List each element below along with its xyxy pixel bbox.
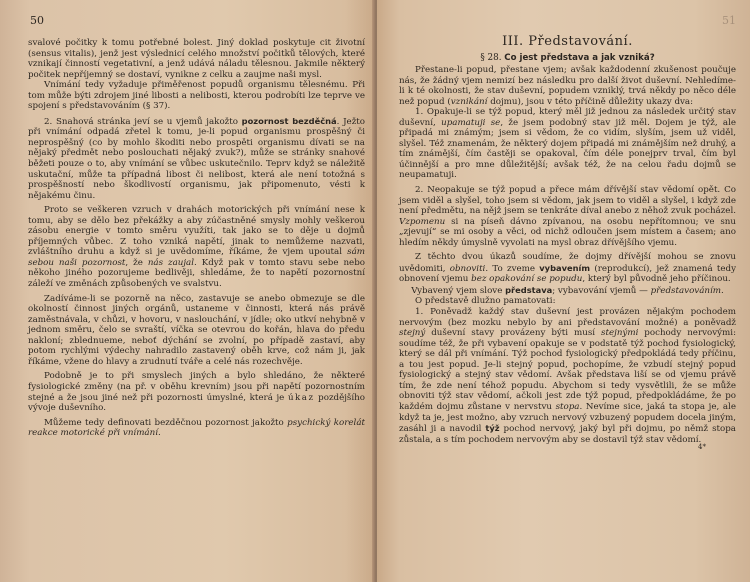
term-bold: týž bbox=[485, 423, 500, 434]
term-italic: obnoviti bbox=[449, 263, 486, 274]
term-italic: stejnými bbox=[601, 328, 639, 339]
paragraph: Vnímání tedy vyžaduje přiměřenost popudů organismu tělesnému. Při tom může býti zdrojem jiné libosti a nelibosti, kterou podrobíti lze teprve ve spojení s představováním (§ 37). bbox=[28, 80, 365, 112]
term-italic: stejný bbox=[399, 328, 426, 339]
term-italic: stopa bbox=[555, 401, 580, 412]
paragraph: Přestane-li popud, přestane vjem; avšak každodenní zkušenost poučuje nás, že žádný vjem nemizí bez následku pro další život duševní. Nehledíme-li k té okolnosti, že stav duševní, popudem vzniklý, trvá někdy po něco déle než popud (vznikání dojmu), jsou v této příčině důležity ukazy dva: bbox=[399, 65, 736, 107]
paragraph: Proto se veškeren vzruch v drahách motorických při vnímání nese k tomu, aby se dělo bez překážky a aby zúčastněné smysly mohly veškerou zásobu energie v tomto směru využíti, tak jako se to děje u dojmů příjemných vůbec. Z toho vzniká napětí, jinak to nemůžeme nazvati, zvláštního druhu a když si je uvědomíme, říkáme, že vjem upoutal sám sebou naši pozornost, že nás zaujal. Když pak v tomto stavu sebe nebo někoho jiného pozorujeme bedlivěji, shledáme, že to napětí pozornostní záleží ve změnách způsobených ve svalstvu. bbox=[28, 205, 365, 290]
term-italic: představováním bbox=[650, 285, 722, 296]
term-bold: vybavením bbox=[539, 262, 591, 273]
paragraph: svalové počitky k tomu potřebné bolest. Jiný doklad poskytuje cit životní (sensus vitalis), jenž jest výslednicí celého množství počitků tělových, které vznikají činností vegetativní, a jenž udává náladu tělesnou. Jakmile některý počitek nepříjemný se dostaví, vynikne z celku a zaujme naši mysl. bbox=[28, 38, 365, 80]
paragraph: Podobně je to při smyslech jiných a bylo shledáno, že některé fysiologické změny (na př. v oběhu krevním) jsou při napětí pozornostním stejné a že jsou jiné než při pozornosti úmyslné, která je úkaz pozdějšího vývoje duševního. bbox=[28, 371, 365, 414]
page-number: 50 bbox=[30, 14, 44, 27]
term-bold: pozornost bezděčná bbox=[241, 115, 337, 126]
paragraph: Z těchto dvou úkazů soudíme, že dojmy dřívější mohou se znovu uvědomiti, obnoviti. To zveme vybavením (reprodukcí), jež znamená tedy obnovení vjemu bez opakování se popudu, který byl původně jeho příčinou. bbox=[399, 252, 736, 285]
section-title: Co jest představa a jak vzniká? bbox=[504, 53, 655, 63]
term-bold: představa bbox=[505, 284, 553, 295]
term-italic: vznikání bbox=[450, 96, 488, 107]
chapter-title: III. Představování. bbox=[502, 34, 633, 49]
page-number: 51 bbox=[722, 14, 736, 27]
paragraph: O představě dlužno pamatovati: bbox=[415, 296, 556, 307]
term-italic: bez opakování se popudu bbox=[471, 274, 583, 285]
term-italic: sám sebou naši pozornost bbox=[28, 247, 365, 268]
right-page bbox=[377, 0, 750, 582]
term-italic: Vzpomenu bbox=[399, 216, 446, 227]
paragraph: 2. Neopakuje se týž popud a přece mám dřívější stav vědomí opět. Co jsem viděl a slyšel, toho jsem si vědom, jak jsem to viděl a slyšel, i když zde není předmětu, na nějž jsem se tenkráte díval anebo z něhož zvuk pocházel. Vzpomenu si na píseň dávno zpívanou, na osobu nepřítomnou; ve snu „zjevují“ se mi osoby a věci, od nichž odloučen jsem místem a časem; ano hledím někdy úmyslně vyvolati na mysl obraz dřívějšího vjemu. bbox=[399, 185, 736, 248]
term-spaced: úkaz bbox=[287, 392, 315, 403]
signature-mark: 4* bbox=[698, 443, 706, 452]
term-italic: psychický korelát reakce motorické při vnímání bbox=[28, 417, 365, 439]
paragraph: Zadíváme-li se pozorně na něco, zastavuje se anebo obmezuje se dle okolností činnost jiných orgánů, ustaneme v činnosti, která nás právě zaměstnávala, v chůzi, v hovoru, v naslouchání, v jídle; oko utkví nehybně v jednom směru, čelo se svraští, víčka se otevrou do kořán, hlava do předu nakloní; zblednueme, neboť dýchání se zvolní, po případě zastaví, aby potom rychlými výdechy nahradilo zastavený oběh krve, což nám ji, jak říkáme, vžene do hlavy a zrudnutí tváře a celé nás rozechvěje. bbox=[28, 293, 365, 367]
paragraph: Vybavený vjem slove představa; vybavování vjemů — představováním. bbox=[411, 284, 724, 296]
section-heading: § 28. Co jest představa a jak vzniká? bbox=[480, 53, 655, 63]
paragraph: 1. Poněvadž každý stav duševní jest provázen nějakým pochodem nervovým (bez mozku nebylo by ani představování možné) a poněvadž stejný duševní stavy provázeny býti musí stejnými pochody nervovými: soudíme též, že při vybavení opakuje se v podstatě týž pochod fysiologický, který se dál při vnímání. Týž pochod fysiologický předpokládá tedy příčinu, a tou jest popud. Je-li stejný popud, pochopíme, že vzbudí stejný popud fysiologický a stejný stav vědomí. Avšak představa liší se od vjemu právě tím, že zde není téhož popudu. Abychom si tedy vysvětlili, že se může obnoviti týž stav vědomí, ačkoli jest zde týž popud, předpokládáme, že po každém dojmu zůstane v nervstvu stopa. Nevíme sice, jaká ta stopa je, ale když ta je, jest možno, aby vzruch nervový vzbuzený popudem docela jiným, zasáhl ji a navodil týž pochod nervový, jaký byl při dojmu, po němž stopa zůstala, a s tím pochodem nervovým aby se dostavil týž stav vědomí. bbox=[399, 307, 736, 445]
paragraph: Můžeme tedy definovati bezděčnou pozornost jakožto psychický korelát reakce motorické při vnímání. bbox=[28, 417, 365, 439]
paragraph: 1. Opakuje-li se týž popud, který měl již jednou za následek určitý stav duševní, upamatuji se, že jsem podobný stav již měl. Dojem je týž, ale připadá mi známým; jsem si vědom, že co vidím, slyším, jsem už viděl, slyšel. Též znamenám, že některý dojem připadá mi známějším než druhý, a tím známější, čím častěji se opakoval, čím déle ponejprv trval, čím byl účinnější a pro mne důležitější; avšak též, že na celou řadu dojmů se neupamatuji. bbox=[399, 107, 736, 181]
term-italic: nás zaujal bbox=[147, 257, 194, 268]
paragraph: 2. Snahová stránka jeví se u vjemů jakožto pozornost bezděčná. Ježto při vnímání odpadá zřetel k tomu, je-li popud organismu prospěšný či neprospěšný (co by mohlo škoditi nebo prospěti organismu dívati se na nějaký předmět nebo poslouchati nějaký zvuk?), může se stránky snahové běžeti pouze o to, aby vnímání se vůbec uskutečnilo. Teprv když se náležitě uskutační, může ta případná libost či nelibost, která ale není totožná s prospěšností nebo škodlivostí organismu, jak připomenuto, vésti k nějakému činu. bbox=[28, 115, 365, 201]
term-italic: upamatuji se bbox=[441, 117, 501, 128]
